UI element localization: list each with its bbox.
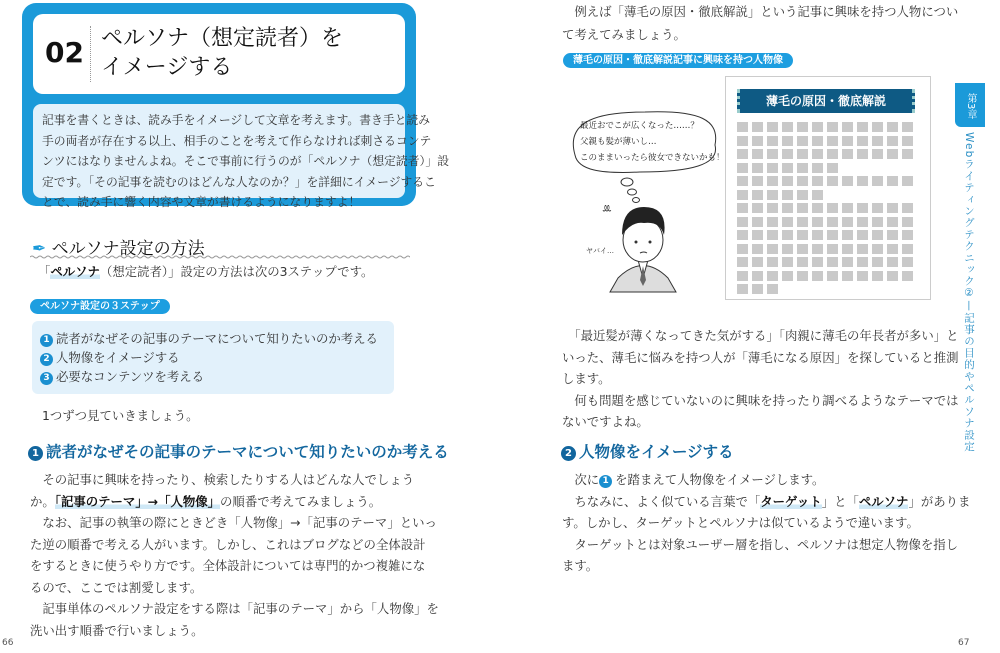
- placeholder-block: [872, 176, 883, 186]
- page-number-left: 66: [2, 638, 14, 648]
- placeholder-block: [797, 136, 808, 146]
- text-segment: します。: [562, 371, 611, 386]
- placeholder-block: [782, 257, 793, 267]
- steps-label: ペルソナ設定の３ステップ: [30, 299, 170, 314]
- placeholder-block: [872, 136, 883, 146]
- thought-line: 最近おでこが広くなった……？: [580, 121, 699, 131]
- text-segment: ターゲットとは対象ユーザー層を指し、ペルソナは想定人物像を指し: [562, 536, 959, 552]
- placeholder-block: [827, 136, 838, 146]
- placeholder-block: [812, 190, 823, 200]
- placeholder-block: [812, 136, 823, 146]
- text-segment: （想定読者）」設定の方法は次の3ステップです。: [99, 264, 374, 279]
- placeholder-block: [752, 176, 763, 186]
- step-item: [40, 348, 180, 368]
- text-segment: て考えてみましょう。: [562, 27, 686, 42]
- placeholder-block: [872, 230, 883, 240]
- placeholder-block: [842, 122, 853, 132]
- body-text-line: [30, 470, 415, 490]
- placeholder-block: [827, 217, 838, 227]
- placeholder-block: [857, 149, 868, 159]
- text-segment: 洗い出す順番で行いましょう。: [30, 622, 204, 638]
- title-line: ペルソナ（想定読者）を: [101, 26, 344, 51]
- placeholder-block: [782, 136, 793, 146]
- body-text-line: [562, 326, 959, 346]
- placeholder-block: [767, 271, 778, 281]
- page-number-right: 67: [958, 638, 970, 648]
- step-text: 人物像をイメージする: [56, 350, 180, 365]
- article-mockup: [725, 76, 931, 300]
- placeholder-block: [842, 257, 853, 267]
- body-text-line: [562, 2, 959, 22]
- placeholder-block: [842, 176, 853, 186]
- placeholder-block: [767, 163, 778, 173]
- summary-line: 定です。「その記事を読むのはどんな人なのか？」を詳細にイメージするこ: [42, 174, 436, 189]
- placeholder-block: [752, 136, 763, 146]
- placeholder-block: [872, 257, 883, 267]
- placeholder-block: [812, 149, 823, 159]
- placeholder-block: [767, 122, 778, 132]
- circled-number: 1: [28, 446, 43, 461]
- step-item: [40, 329, 378, 349]
- thought-line: 父親も髪が薄いし…: [580, 137, 657, 147]
- placeholder-block: [857, 244, 868, 254]
- text-segment: 何も問題を感じていないのに興味を持ったり調べるようなテーマでは: [562, 392, 959, 408]
- placeholder-block: [737, 217, 748, 227]
- placeholder-block: [767, 190, 778, 200]
- text-segment: 」と「: [821, 493, 859, 509]
- text-segment: 次に: [562, 472, 600, 487]
- placeholder-block: [737, 244, 748, 254]
- placeholder-block: [737, 190, 748, 200]
- placeholder-block: [737, 203, 748, 213]
- placeholder-block: [857, 271, 868, 281]
- placeholder-block: [767, 203, 778, 213]
- article-title-bar: 薄毛の原因・徹底解説: [737, 89, 915, 113]
- summary-line: とで、読み手に響く内容や文章が書けるようになりますよ！: [42, 195, 361, 209]
- chapter-tab[interactable]: 第3章: [955, 83, 985, 127]
- placeholder-block: [782, 203, 793, 213]
- text-segment: す。しかし、ターゲットとペルソナは似ているようで違います。: [562, 515, 919, 530]
- placeholder-block: [827, 257, 838, 267]
- placeholder-block: [797, 176, 808, 186]
- placeholder-block: [767, 149, 778, 159]
- body-text-line: [30, 599, 439, 619]
- text-segment: た逆の順番で考える人がいます。しかし、これはブログなどの全体設計: [30, 536, 426, 552]
- placeholder-block: [812, 217, 823, 227]
- text-segment: を踏まえて人物像をイメージします。: [615, 472, 825, 487]
- placeholder-block: [797, 163, 808, 173]
- placeholder-block: [887, 257, 898, 267]
- emphasis-text: ペルソナ: [858, 493, 909, 509]
- placeholder-block: [887, 136, 898, 146]
- sub-heading-1: [28, 440, 449, 462]
- body-text-line: [30, 556, 426, 576]
- placeholder-block: [782, 271, 793, 281]
- body-text-line: [562, 348, 959, 368]
- placeholder-block: [812, 163, 823, 173]
- placeholder-block: [767, 257, 778, 267]
- placeholder-block: [827, 203, 838, 213]
- text-segment: なお、記事の執筆の際にときどき「人物像」→「記事のテーマ」といっ: [30, 515, 437, 530]
- body-text-line: [30, 578, 408, 598]
- placeholder-block: [782, 122, 793, 132]
- placeholder-block: [887, 271, 898, 281]
- placeholder-block: [752, 217, 763, 227]
- placeholder-block: [797, 122, 808, 132]
- placeholder-block: [737, 122, 748, 132]
- placeholder-block: [797, 230, 808, 240]
- section-number: 02: [45, 36, 84, 69]
- placeholder-block: [737, 257, 748, 267]
- placeholder-block: [782, 190, 793, 200]
- text-segment: 「: [38, 264, 51, 279]
- text-segment: 例えば「薄毛の原因・徹底解説」という記事に興味を持つ人物につい: [562, 4, 959, 19]
- placeholder-block: [737, 176, 748, 186]
- figure-label: 薄毛の原因・徹底解説記事に興味を持つ人物像: [563, 53, 793, 68]
- thought-bubble-text: [580, 118, 725, 166]
- placeholder-block: [857, 257, 868, 267]
- summary-line: 記事を書くときは、読み手をイメージして文章を考えます。書き手と読み: [42, 113, 431, 127]
- summary-line: 手の両者が存在する以上、相手のことを考えて作らなければ刺さるコンテ: [42, 133, 432, 148]
- placeholder-block: [857, 203, 868, 213]
- circled-number: 1: [599, 475, 612, 488]
- placeholder-block: [842, 217, 853, 227]
- sub-heading-text: 人物像をイメージする: [579, 443, 734, 461]
- body-text-line: [30, 513, 437, 533]
- placeholder-block: [842, 149, 853, 159]
- placeholder-block: [767, 284, 778, 294]
- placeholder-block: [737, 149, 748, 159]
- placeholder-block: [752, 203, 763, 213]
- placeholder-block: [737, 284, 748, 294]
- placeholder-block: [872, 271, 883, 281]
- wavy-underline: [30, 255, 410, 259]
- emphasis-text: ペルソナ: [50, 264, 100, 279]
- text-segment: 」がありま: [908, 493, 971, 509]
- placeholder-block: [902, 176, 913, 186]
- placeholder-block: [872, 244, 883, 254]
- placeholder-block: [797, 257, 808, 267]
- placeholder-block: [842, 244, 853, 254]
- placeholder-block: [797, 203, 808, 213]
- placeholder-block: [812, 257, 823, 267]
- placeholder-block: [752, 122, 763, 132]
- placeholder-block: [902, 122, 913, 132]
- placeholder-block: [767, 136, 778, 146]
- text-segment: ちなみに、よく似ている言葉で「: [562, 493, 761, 509]
- text-segment: 記事単体のペルソナ設定をする際は「記事のテーマ」から「人物像」を: [30, 601, 439, 616]
- circled-number: 1: [40, 334, 53, 347]
- placeholder-block: [752, 257, 763, 267]
- placeholder-block: [767, 217, 778, 227]
- body-text-line: [30, 492, 408, 512]
- placeholder-block: [782, 163, 793, 173]
- text-segment: るので、ここでは割愛します。: [30, 579, 203, 595]
- step-item: [40, 367, 204, 387]
- step-text: 必要なコンテンツを考える: [56, 369, 205, 384]
- body-text-line: [562, 513, 940, 533]
- placeholder-block: [812, 230, 823, 240]
- placeholder-block: [752, 284, 763, 294]
- placeholder-block: [902, 203, 913, 213]
- placeholder-block: [872, 122, 883, 132]
- placeholder-block: [902, 244, 913, 254]
- body-text-line: [562, 535, 959, 555]
- summary-line: ンツにはなりませんよね。そこで事前に行うのが「ペルソナ（想定読者）」設: [42, 154, 449, 168]
- emphasis-text: 「記事のテーマ」→「人物像」: [54, 493, 221, 509]
- sub-heading-2: [561, 440, 734, 462]
- placeholder-block: [752, 271, 763, 281]
- placeholder-block: [902, 136, 913, 146]
- body-text-line: [562, 25, 940, 45]
- placeholder-block: [902, 149, 913, 159]
- placeholder-block: [797, 271, 808, 281]
- placeholder-block: [842, 230, 853, 240]
- placeholder-block: [752, 163, 763, 173]
- placeholder-block: [812, 271, 823, 281]
- thought-line: このままいったら彼女できないかも！: [580, 153, 725, 163]
- body-text-line: [562, 369, 940, 389]
- emphasis-text: ターゲット: [760, 493, 822, 509]
- placeholder-block: [872, 149, 883, 159]
- sub-heading-text: 読者がなぜその記事のテーマについて知りたいのか考える: [46, 443, 449, 461]
- placeholder-block: [737, 271, 748, 281]
- text-segment: をするときに使うやり方です。全体設計については専門的かつ複雑にな: [30, 558, 426, 573]
- placeholder-block: [857, 217, 868, 227]
- placeholder-block: [902, 257, 913, 267]
- text-segment: いった、薄毛に悩みを持つ人が「薄毛になる原因」を探していると推測: [562, 349, 959, 365]
- placeholder-block: [857, 122, 868, 132]
- placeholder-block: [767, 176, 778, 186]
- placeholder-block: [782, 230, 793, 240]
- after-steps-text: 1つずつ見ていきましょう。: [42, 408, 199, 423]
- section-title-panel: [33, 14, 405, 94]
- placeholder-block: [827, 149, 838, 159]
- placeholder-block: [797, 244, 808, 254]
- placeholder-block: [857, 176, 868, 186]
- text-segment: その記事に興味を持ったり、検索したりする人はどんな人でしょう: [30, 472, 415, 487]
- placeholder-block: [827, 163, 838, 173]
- placeholder-block: [752, 230, 763, 240]
- placeholder-block: [902, 230, 913, 240]
- placeholder-block: [812, 176, 823, 186]
- body-text-line: [30, 535, 426, 555]
- placeholder-block: [797, 149, 808, 159]
- body-text-line: [38, 262, 373, 282]
- placeholder-block: [752, 244, 763, 254]
- placeholder-block: [842, 203, 853, 213]
- title-divider: [90, 26, 91, 82]
- placeholder-block: [872, 203, 883, 213]
- body-text-line: [30, 621, 408, 641]
- placeholder-block: [827, 230, 838, 240]
- placeholder-block: [827, 176, 838, 186]
- circled-number: 3: [40, 372, 53, 385]
- placeholder-block: [887, 176, 898, 186]
- placeholder-block: [782, 176, 793, 186]
- placeholder-block: [872, 217, 883, 227]
- placeholder-block: [812, 122, 823, 132]
- mutter-text: ヤバイ…: [586, 247, 614, 255]
- placeholder-block: [842, 136, 853, 146]
- placeholder-block: [752, 149, 763, 159]
- placeholder-block: [887, 203, 898, 213]
- placeholder-block: [902, 271, 913, 281]
- body-text-line: [562, 556, 940, 576]
- placeholder-block: [842, 271, 853, 281]
- section-title: [101, 24, 343, 82]
- placeholder-block: [782, 217, 793, 227]
- placeholder-block: [827, 244, 838, 254]
- method-heading-text: ペルソナ設定の方法: [51, 239, 205, 259]
- body-text-line: [562, 412, 940, 432]
- circled-number: 2: [561, 446, 576, 461]
- circled-number: 2: [40, 353, 53, 366]
- placeholder-block: [767, 244, 778, 254]
- placeholder-block: [782, 149, 793, 159]
- placeholder-block: [857, 136, 868, 146]
- text-segment: ます。: [562, 558, 599, 573]
- placeholder-block: [812, 203, 823, 213]
- placeholder-block: [902, 217, 913, 227]
- body-text-line: [562, 470, 940, 490]
- placeholder-block: [887, 230, 898, 240]
- placeholder-block: [887, 217, 898, 227]
- placeholder-block: [737, 136, 748, 146]
- placeholder-block: [797, 190, 808, 200]
- placeholder-block: [782, 244, 793, 254]
- pen-nib-icon: ✒: [32, 239, 47, 259]
- placeholder-block: [752, 190, 763, 200]
- placeholder-block: [737, 163, 748, 173]
- placeholder-block: [812, 244, 823, 254]
- body-text-line: [562, 492, 971, 512]
- placeholder-block: [887, 149, 898, 159]
- chapter-title: Webライティングテクニック②—記事の目的やペルソナ設定: [963, 132, 975, 453]
- placeholder-block: [827, 122, 838, 132]
- text-segment: か。: [30, 493, 55, 509]
- title-line: イメージする: [101, 55, 233, 80]
- placeholder-block: [737, 230, 748, 240]
- placeholder-block: [767, 230, 778, 240]
- text-segment: の順番で考えてみましょう。: [220, 493, 382, 509]
- placeholder-block: [857, 230, 868, 240]
- text-segment: 「最近髪が薄くなってきた気がする」「肉親に薄毛の年長者が多い」と: [562, 328, 959, 343]
- placeholder-block: [887, 244, 898, 254]
- body-text-line: [562, 391, 959, 411]
- step-text: 読者がなぜその記事のテーマについて知りたいのか考える: [56, 331, 378, 346]
- svg-text:ꔛ: ꔛ: [602, 204, 612, 215]
- placeholder-block: [887, 122, 898, 132]
- text-segment: ないですよね。: [562, 414, 649, 429]
- placeholder-block: [827, 271, 838, 281]
- placeholder-block: [797, 217, 808, 227]
